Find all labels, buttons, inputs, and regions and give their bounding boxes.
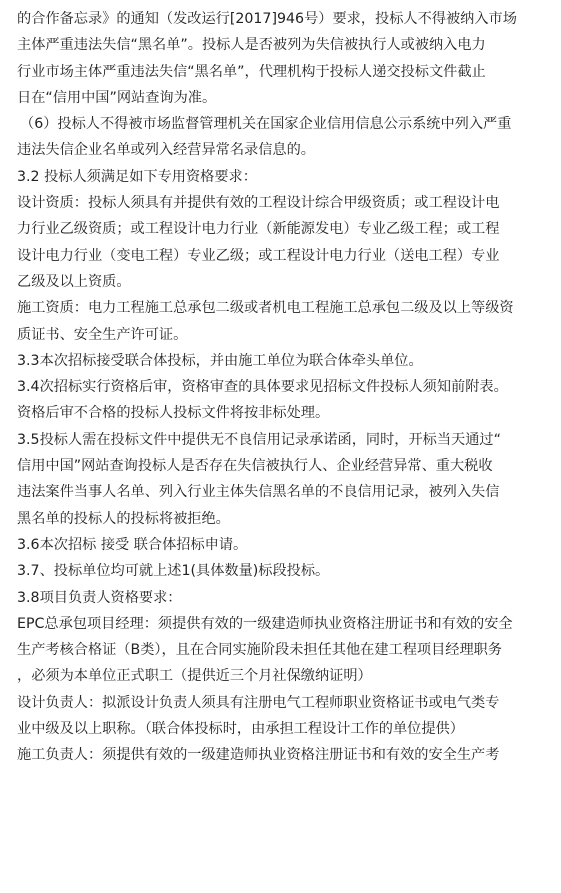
text-line: 黑名单的投标人的投标将被拒绝。 xyxy=(17,510,230,527)
text-line: 施工负责人：须提供有效的一级建造师执业资格注册证书和有效的安全生产考 xyxy=(17,747,500,764)
text-line: 主体严重违法失信“黑名单”。投标人是否被列为失信被执行人或被纳入电力 xyxy=(17,37,486,54)
text-line: 设计负责人：拟派设计负责人须具有注册电气工程师职业资格证书或电气类专 xyxy=(17,694,500,711)
text-line: （6）投标人不得被市场监督管理机关在国家企业信用信息公示系统中列入严重 xyxy=(20,116,512,133)
text-line: 设计资质：投标人须具有并提供有效的工程设计综合甲级资质；或工程设计电 xyxy=(17,195,500,212)
text-line: 行业市场主体严重违法失信“黑名单”，代理机构于投标人递交投标文件截止 xyxy=(17,63,486,80)
section-heading: 3.8项目负责人资格要求： xyxy=(17,589,182,606)
text-line: 质证书、安全生产许可证。 xyxy=(17,326,188,343)
text-line: 设计电力行业（变电工程）专业乙级；或工程设计电力行业（送电工程）专业 xyxy=(17,247,500,264)
text-line: 违法失信企业名单或列入经营异常名录信息的。 xyxy=(17,142,315,159)
text-line: 违法案件当事人名单、列入行业主体失信黑名单的不良信用记录，被列入失信 xyxy=(17,484,500,501)
text-line: 3.5投标人需在投标文件中提供无不良信用记录承诺函，同时，开标当天通过“ xyxy=(17,431,501,448)
text-line: 3.6本次招标 接受 联合体招标申请。 xyxy=(17,536,248,553)
text-line: 信用中国”网站查询投标人是否存在失信被执行人、企业经营异常、重大税收 xyxy=(17,458,493,475)
text-line: 乙级及以上资质。 xyxy=(17,273,131,290)
text-line: 3.3本次招标接受联合体投标，并由施工单位为联合体牵头单位。 xyxy=(17,352,423,369)
text-line: 日在“信用中国”网站查询为准。 xyxy=(17,89,217,106)
text-line: EPC总承包项目经理：须提供有效的一级建造师执业资格注册证书和有效的安全 xyxy=(17,615,513,632)
text-line: 生产考核合格证（B类），且在合同实施阶段未担任其他在建工程项目经理职务 xyxy=(17,642,503,659)
text-line: 资格后审不合格的投标人投标文件将按非标处理。 xyxy=(17,405,330,422)
text-line: 力行业乙级资质；或工程设计电力行业（新能源发电）专业乙级工程；或工程 xyxy=(17,221,500,238)
document-body xyxy=(17,6,545,769)
text-line: 3.4次招标实行资格后审，资格审查的具体要求见招标文件投标人须知前附表。 xyxy=(17,379,508,396)
text-line: ，必须为本单位正式职工（提供近三个月社保缴纳证明） xyxy=(17,668,372,685)
text-line: 的合作备忘录》的通知（发改运行[2017]946号）要求，投标人不得被纳入市场 xyxy=(17,11,517,27)
text-line: 3.7、投标单位均可就上述1(具体数量)标段投标。 xyxy=(17,563,330,580)
text-line: 施工资质：电力工程施工总承包二级或者机电工程施工总承包二级及以上等级资 xyxy=(17,300,514,317)
text-line: 业中级及以上职称。（联合体投标时，由承担工程设计工作的单位提供） xyxy=(17,721,464,738)
section-heading: 3.2 投标人须满足如下专用资格要求： xyxy=(17,168,257,185)
